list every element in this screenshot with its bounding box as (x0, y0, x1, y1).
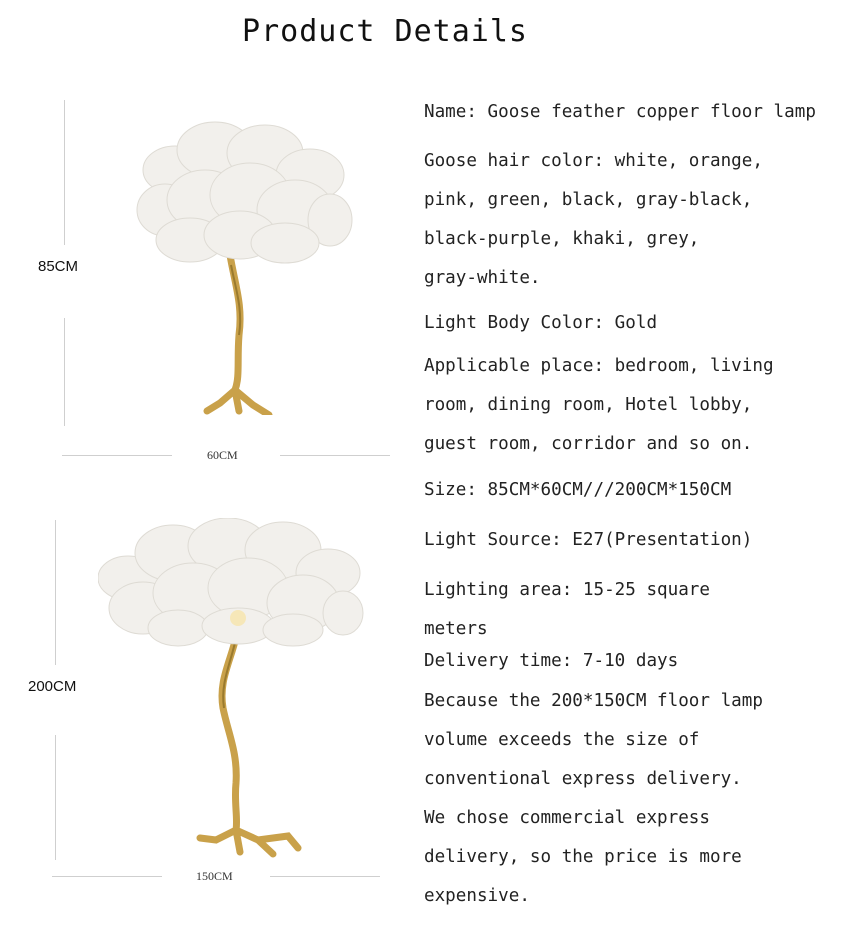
spec-line: pink, green, black, gray-black, (424, 190, 753, 210)
spec-line: Lighting area: 15-25 square (424, 580, 710, 600)
height-label-large: 200CM (28, 678, 77, 695)
width-guide-right-small (280, 455, 390, 456)
width-guide-left-small (62, 455, 172, 456)
spec-line: Goose hair color: white, orange, (424, 151, 763, 171)
page-title: Product Details (242, 14, 528, 49)
width-guide-right-large (270, 876, 380, 877)
spec-line: Because the 200*150CM floor lamp (424, 691, 763, 711)
width-label-large: 150CM (196, 869, 233, 883)
height-guide-top-small (64, 100, 65, 245)
large-feather-lamp-image (98, 518, 368, 858)
spec-line: Light Body Color: Gold (424, 313, 658, 333)
spec-line: Name: Goose feather copper floor lamp (424, 102, 816, 122)
width-guide-left-large (52, 876, 162, 877)
spec-line: black-purple, khaki, grey, (424, 229, 700, 249)
spec-line: delivery, so the price is more (424, 847, 742, 867)
height-guide-bottom-small (64, 318, 65, 426)
spec-line: Light Source: E27(Presentation) (424, 530, 753, 550)
height-label-small: 85CM (38, 258, 79, 275)
feather-shade-small (137, 122, 352, 263)
spec-line: We chose commercial express (424, 808, 710, 828)
spec-line: Applicable place: bedroom, living (424, 356, 774, 376)
spec-line: meters (424, 619, 488, 639)
bulb-glow (230, 610, 246, 626)
spec-line: gray-white. (424, 268, 541, 288)
height-guide-top-large (55, 520, 56, 665)
small-feather-lamp-image (135, 115, 355, 415)
lamp-stand-large (200, 628, 298, 854)
spec-line: room, dining room, Hotel lobby, (424, 395, 753, 415)
spec-line: guest room, corridor and so on. (424, 434, 753, 454)
lamp-stand-small (207, 255, 269, 415)
feather-shade-large (98, 518, 363, 646)
width-label-small: 60CM (207, 448, 238, 462)
spec-line: conventional express delivery. (424, 769, 742, 789)
height-guide-bottom-large (55, 735, 56, 860)
spec-line: Delivery time: 7-10 days (424, 651, 679, 671)
spec-line: expensive. (424, 886, 530, 906)
spec-line: volume exceeds the size of (424, 730, 700, 750)
spec-line: Size: 85CM*60CM///200CM*150CM (424, 480, 732, 500)
